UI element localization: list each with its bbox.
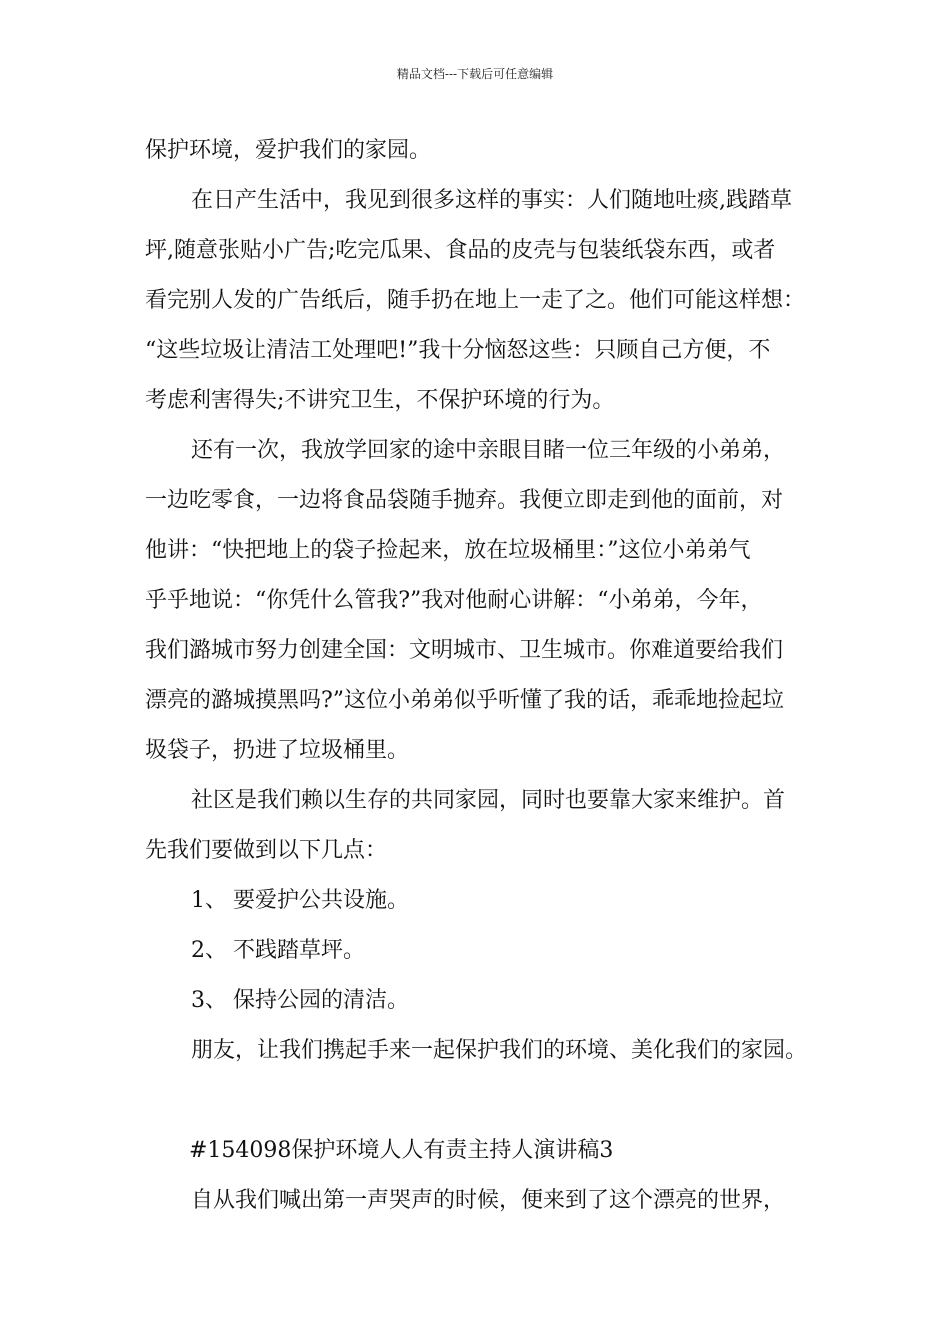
paragraph-line: 自从我们喊出第一声哭声的时候，便来到了这个漂亮的世界， bbox=[191, 1188, 786, 1213]
paragraph-line: 一边吃零食，一边将食品袋随手抛弃。我便立即走到他的面前，对 bbox=[145, 488, 784, 513]
paragraph-line: 乎乎地说：“你凭什么管我?”我对他耐心讲解：“小弟弟，今年， bbox=[145, 588, 763, 613]
list-number: 2、 bbox=[191, 938, 227, 963]
paragraph-line: 还有一次，我放学回家的途中亲眼目睹一位三年级的小弟弟， bbox=[191, 438, 786, 463]
paragraph-line: 先我们要做到以下几点： bbox=[145, 838, 388, 863]
list-text: 不践踏草坪。 bbox=[233, 938, 366, 963]
paragraph-line: 朋友，让我们携起手来一起保护我们的环境、美化我们的家园。 bbox=[191, 1038, 808, 1063]
document-body bbox=[145, 126, 825, 1226]
list-number: 1、 bbox=[191, 888, 227, 913]
page-header-note: 精品文档---下载后可任意编辑 bbox=[396, 67, 554, 81]
list-text: 要爱护公共设施。 bbox=[233, 888, 410, 913]
paragraph-line: 我们潞城市努力创建全国：文明城市、卫生城市。你难道要给我们 bbox=[145, 638, 784, 663]
paragraph-line: 在日产生活中，我见到很多这样的事实：人们随地吐痰,践踏草 bbox=[191, 188, 792, 213]
blank-line bbox=[145, 1076, 825, 1126]
paragraph-line: 社区是我们赖以生存的共同家园，同时也要靠大家来维护。首 bbox=[191, 788, 786, 813]
list-text: 保持公园的清洁。 bbox=[233, 988, 410, 1013]
paragraph-line: 看完别人发的广告纸后，随手扔在地上一走了之。他们可能这样想： bbox=[145, 288, 806, 313]
paragraph-line: 保护环境，爱护我们的家园。 bbox=[145, 138, 432, 163]
list-item bbox=[145, 926, 825, 976]
paragraph-line: 坪,随意张贴小广告;吃完瓜果、食品的皮壳与包装纸袋东西，或者 bbox=[145, 238, 776, 263]
paragraph-line: 他讲：“快把地上的袋子捡起来，放在垃圾桶里：”这位小弟弟气 bbox=[145, 538, 751, 563]
paragraph-line: 圾袋子，扔进了垃圾桶里。 bbox=[145, 738, 410, 763]
list-number: 3、 bbox=[191, 988, 227, 1013]
section-heading: #154098保护环境人人有责主持人演讲稿3 bbox=[189, 1138, 614, 1163]
paragraph-line: 考虑利害得失;不讲究卫生，不保护环境的行为。 bbox=[145, 388, 615, 413]
list-item bbox=[145, 976, 825, 1026]
paragraph-line: 漂亮的潞城摸黑吗?”这位小弟弟似乎听懂了我的话，乖乖地捡起垃 bbox=[145, 688, 785, 713]
paragraph-line: “这些垃圾让清洁工处理吧!”我十分恼怒这些：只顾自己方便，不 bbox=[145, 338, 771, 363]
list-item bbox=[145, 876, 825, 926]
